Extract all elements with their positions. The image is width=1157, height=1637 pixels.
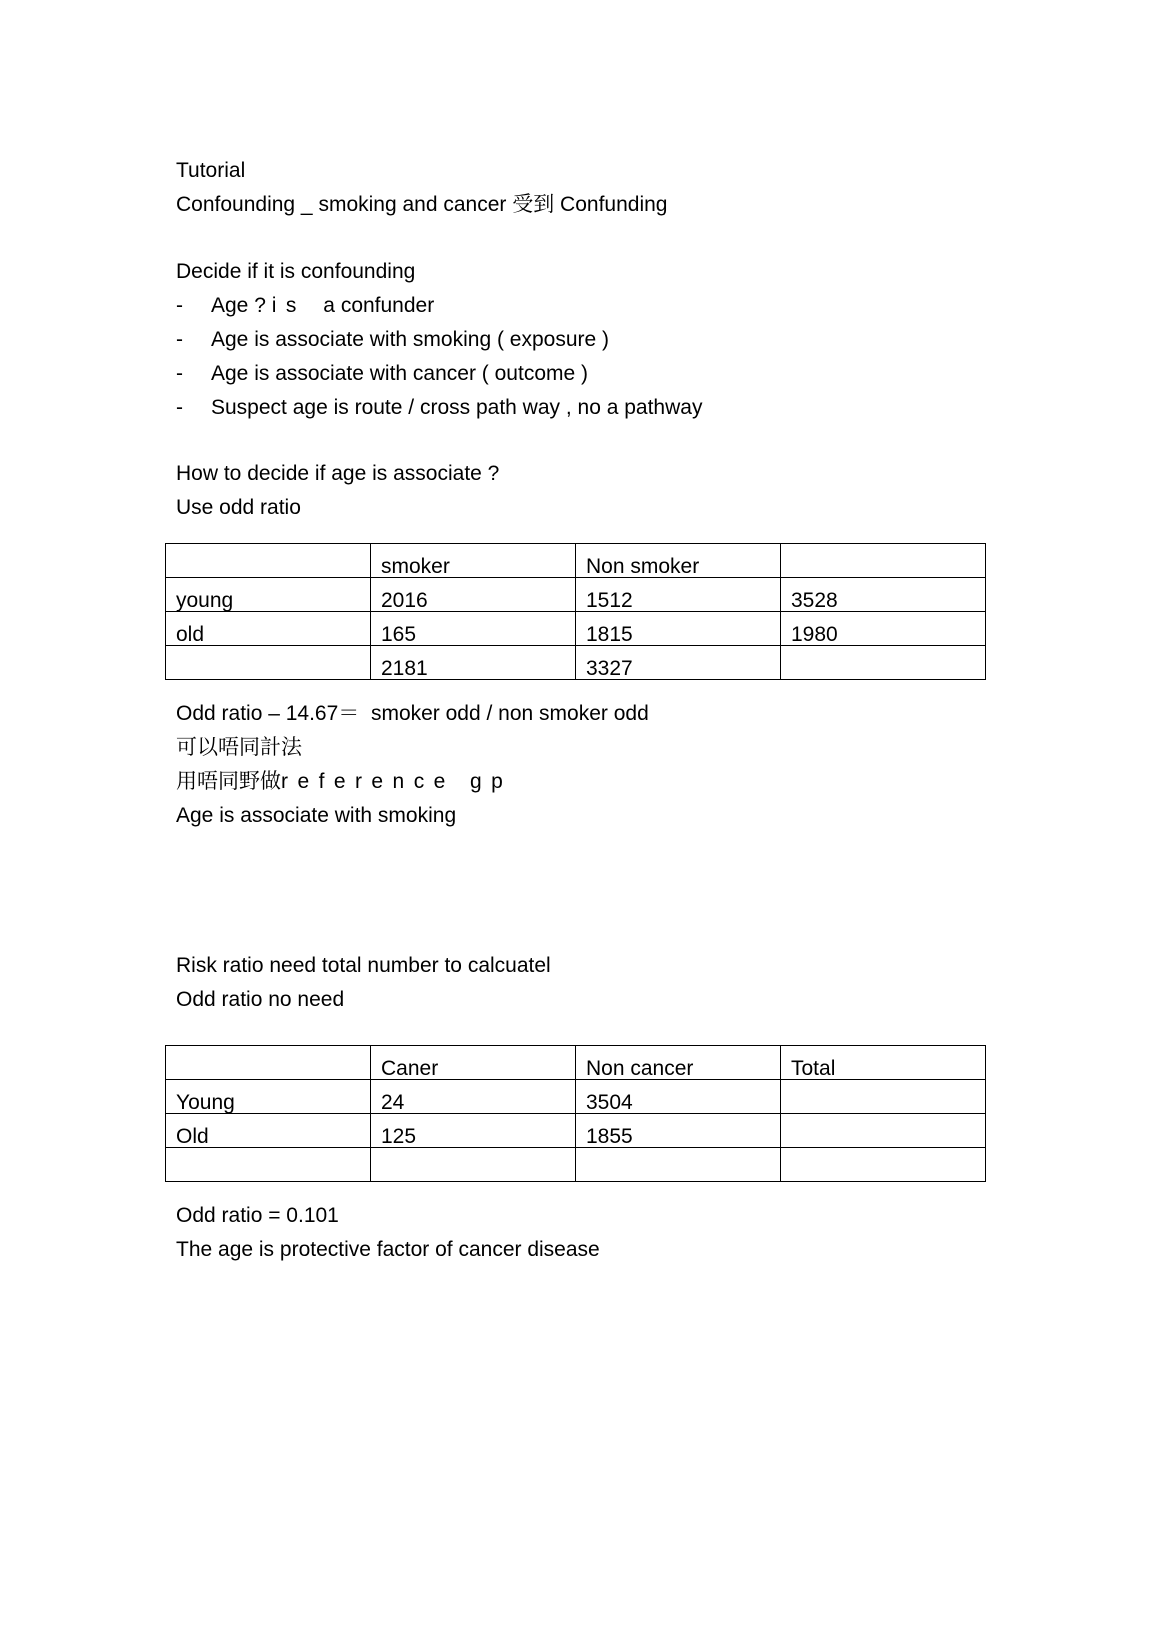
table-cell: Caner [371, 1046, 576, 1080]
odd-ratio-note: Odd ratio no need [176, 988, 345, 1011]
table-cell [781, 1114, 986, 1148]
document-subtitle: Confounding _ smoking and cancer 受到 Confunding [176, 193, 668, 216]
bullet-marker: - [176, 362, 183, 385]
bullet-age-smoking: Age is associate with smoking ( exposure ) [211, 328, 610, 351]
table-cell: 1855 [576, 1114, 781, 1148]
table-cell: 3528 [781, 578, 986, 612]
bullet-age-suffix: a confunder [305, 294, 435, 317]
table-cell: Non smoker [576, 544, 781, 578]
table-cell [576, 1148, 781, 1182]
table-cell: 3327 [576, 646, 781, 680]
bullet-marker: - [176, 396, 183, 419]
how-heading: How to decide if age is associate ? [176, 462, 500, 485]
bullet-marker: - [176, 328, 183, 351]
table-cell [166, 1046, 371, 1080]
odd-ratio-result-2: Odd ratio = 0.101 [176, 1204, 339, 1227]
table-row [166, 1080, 986, 1114]
table-cell [166, 646, 371, 680]
table-cell: young [166, 578, 371, 612]
age-smoking-conclusion: Age is associate with smoking [176, 804, 457, 827]
table-row [166, 578, 986, 612]
table-row [166, 1114, 986, 1148]
table-cell: old [166, 612, 371, 646]
table-header-row [166, 1046, 986, 1080]
table-cell: Non cancer [576, 1046, 781, 1080]
table-cell: 3504 [576, 1080, 781, 1114]
bullet-marker: - [176, 294, 183, 317]
table-cell: Total [781, 1046, 986, 1080]
table-row [166, 1148, 986, 1182]
decide-heading: Decide if it is confounding [176, 260, 416, 283]
table-cell [781, 544, 986, 578]
table-cell: smoker [371, 544, 576, 578]
table-cell: 125 [371, 1114, 576, 1148]
bullet-age-cancer: Age is associate with cancer ( outcome ) [211, 362, 588, 385]
table-cell [166, 1148, 371, 1182]
table-cell [781, 1148, 986, 1182]
bullet-age-is: is [271, 294, 306, 317]
table-header-row [166, 544, 986, 578]
table-cell: 2181 [371, 646, 576, 680]
use-odd-ratio: Use odd ratio [176, 496, 301, 519]
cancer-age-table [165, 1045, 986, 1182]
table-cell [781, 1080, 986, 1114]
document-title: Tutorial [176, 159, 246, 182]
reference-prefix: 用唔同野做 [176, 770, 281, 793]
reference-note [176, 769, 512, 795]
table-cell: 1980 [781, 612, 986, 646]
table-cell: 24 [371, 1080, 576, 1114]
bullet-suspect-age: Suspect age is route / cross path way , no a pathway [211, 396, 703, 419]
table-cell [371, 1148, 576, 1182]
table-cell: 165 [371, 612, 576, 646]
odd-ratio-result-1: Odd ratio – 14.67＝ smoker odd / non smoker odd [176, 702, 649, 725]
table-cell: 1815 [576, 612, 781, 646]
bullet-age-prefix: Age ? [211, 294, 272, 317]
table-cell: 1512 [576, 578, 781, 612]
table-cell [781, 646, 986, 680]
table-cell [166, 544, 371, 578]
bullet-age-confounder [211, 293, 434, 319]
calc-note: 可以唔同計法 [176, 736, 302, 759]
table-cell: Old [166, 1114, 371, 1148]
smoking-age-table [165, 543, 986, 680]
table-cell: Young [166, 1080, 371, 1114]
table-cell: 2016 [371, 578, 576, 612]
table-row [166, 612, 986, 646]
protective-factor-statement: The age is protective factor of cancer disease [176, 1238, 600, 1261]
table-row [166, 646, 986, 680]
risk-ratio-note: Risk ratio need total number to calcuatel [176, 954, 551, 977]
reference-gp: reference gp [281, 770, 513, 793]
